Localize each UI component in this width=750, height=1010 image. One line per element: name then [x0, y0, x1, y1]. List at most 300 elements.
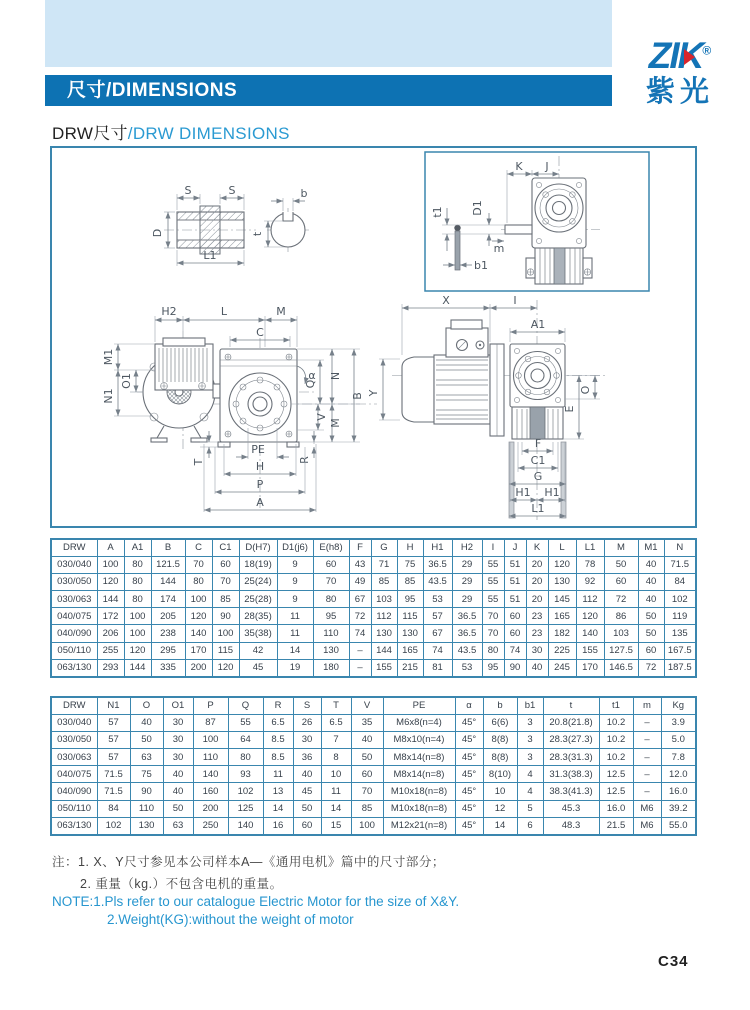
table-cell: 45°	[455, 766, 483, 783]
table-cell: M8x14(n=8)	[383, 766, 455, 783]
table-cell: 30	[163, 731, 193, 748]
table-cell: M8x14(n=8)	[383, 749, 455, 766]
table-cell: 103	[371, 591, 397, 608]
table-cell: 11	[263, 766, 293, 783]
table-cell: 95	[397, 591, 423, 608]
table-cell: 53	[452, 659, 482, 676]
table-cell: 063/130	[51, 817, 97, 834]
table-cell: 60	[604, 573, 638, 590]
table-cell: 30	[163, 749, 193, 766]
table-cell: 145	[548, 591, 576, 608]
table-cell: –	[633, 749, 661, 766]
table-cell: 18(19)	[239, 556, 277, 573]
column-header: PE	[383, 697, 455, 714]
table-cell: M6	[633, 800, 661, 817]
column-header: b	[483, 697, 517, 714]
note-en-1: NOTE:1.Pls refer to our catalogue Electric Motor for the size of X&Y.	[52, 894, 460, 909]
table-cell: 72	[349, 608, 371, 625]
dim-label-pe: PE	[251, 443, 265, 456]
table-cell: 84	[664, 573, 696, 590]
column-header: H1	[423, 539, 452, 556]
table-cell: 74	[423, 642, 452, 659]
table-cell: 335	[151, 659, 185, 676]
dim-label-l1: L1	[203, 249, 217, 262]
column-header: DRW	[51, 539, 97, 556]
table-cell: 87	[193, 714, 228, 731]
table-cell: 81	[423, 659, 452, 676]
table-cell: 030/040	[51, 714, 97, 731]
table-row	[51, 642, 696, 659]
table-cell: 146.5	[604, 659, 638, 676]
table-cell: 140	[576, 625, 604, 642]
dim-label-c1: C1	[530, 454, 546, 467]
table-cell: 200	[193, 800, 228, 817]
table-cell: 21.5	[599, 817, 633, 834]
dim-label-m-right: M	[329, 418, 342, 428]
table-cell: 80	[124, 591, 151, 608]
table-cell: 135	[664, 625, 696, 642]
table-cell: 11	[277, 625, 313, 642]
table-cell: 7.8	[661, 749, 696, 766]
column-header: O	[130, 697, 163, 714]
table-cell: –	[633, 714, 661, 731]
table-cell: 155	[371, 659, 397, 676]
dim-label-f: F	[534, 437, 542, 450]
input-shaft-view-drawing	[425, 152, 649, 291]
table-cell: 70	[313, 573, 349, 590]
table-cell: 86	[604, 608, 638, 625]
table-cell: 100	[124, 608, 151, 625]
table-cell: 167.5	[664, 642, 696, 659]
column-header: t1	[599, 697, 633, 714]
table-cell: 4	[517, 766, 543, 783]
table-cell: 040/075	[51, 766, 97, 783]
table-cell: 60	[504, 625, 526, 642]
table-cell: 12	[483, 800, 517, 817]
table-cell: 50	[130, 731, 163, 748]
table-row	[51, 731, 696, 748]
table-cell: 90	[130, 783, 163, 800]
table-cell: 120	[576, 608, 604, 625]
table-cell: 4	[517, 783, 543, 800]
table-cell: 45°	[455, 817, 483, 834]
table-cell: 92	[576, 573, 604, 590]
table-cell: 140	[185, 625, 212, 642]
column-header: D1(j6)	[277, 539, 313, 556]
table-cell: 36.5	[423, 556, 452, 573]
table-row	[51, 817, 696, 834]
table-cell: 100	[193, 731, 228, 748]
table-cell: 125	[228, 800, 263, 817]
table-cell: 205	[151, 608, 185, 625]
dim-label-p: P	[256, 478, 264, 491]
table-cell: 36.5	[452, 608, 482, 625]
table-cell: 60	[351, 766, 383, 783]
table-cell: 23	[526, 608, 548, 625]
dim-label-d1: D1	[471, 200, 484, 216]
table-cell: 80	[482, 642, 504, 659]
table-cell: 28.3(27.3)	[543, 731, 599, 748]
dim-label-t-side: T	[192, 458, 205, 466]
column-header: m	[633, 697, 661, 714]
table-cell: 14	[263, 800, 293, 817]
table-cell: 43.5	[452, 642, 482, 659]
table-cell: 60	[212, 556, 239, 573]
dim-label-y: Y	[367, 389, 380, 397]
table-cell: 57	[97, 749, 130, 766]
table-cell: 67	[349, 591, 371, 608]
table-cell: 90	[504, 659, 526, 676]
table-cell: 120	[124, 642, 151, 659]
table-cell: 71.5	[664, 556, 696, 573]
table-cell: 50	[163, 800, 193, 817]
table-cell: 030/050	[51, 573, 97, 590]
column-header: F	[349, 539, 371, 556]
column-header: L1	[576, 539, 604, 556]
table-cell: 10.2	[599, 731, 633, 748]
table-cell: 40	[351, 731, 383, 748]
dim-label-h: H	[255, 460, 265, 473]
column-header: b1	[517, 697, 543, 714]
table-cell: 85	[371, 573, 397, 590]
table-cell: 50	[351, 749, 383, 766]
dim-label-n: N	[329, 371, 342, 381]
dim-label-t1: t1	[431, 206, 444, 218]
table-cell: 85	[397, 573, 423, 590]
table-cell: 100	[97, 556, 124, 573]
table-cell: 31.3(38.3)	[543, 766, 599, 783]
table-row	[51, 625, 696, 642]
table-cell: 49	[349, 573, 371, 590]
table-cell: 3	[517, 714, 543, 731]
dim-label-a: A	[256, 496, 264, 509]
table-cell: –	[633, 766, 661, 783]
table-cell: 57	[97, 714, 130, 731]
table-cell: 8(10)	[483, 766, 517, 783]
dim-label-o-cap: O	[579, 385, 592, 395]
table-cell: M6x8(n=4)	[383, 714, 455, 731]
column-header: I	[482, 539, 504, 556]
table-cell: 35	[351, 714, 383, 731]
table-cell: 103	[604, 625, 638, 642]
dim-label-b: b	[300, 187, 308, 200]
dim-label-m1: M1	[102, 348, 115, 366]
table-cell: 16	[263, 817, 293, 834]
table-cell: 40	[163, 766, 193, 783]
technical-drawings	[52, 148, 695, 526]
table-cell: 130	[371, 625, 397, 642]
table-cell: 50	[604, 556, 638, 573]
page-subtitle	[52, 119, 290, 144]
table-cell: 40	[163, 783, 193, 800]
table-cell: 45°	[455, 749, 483, 766]
dim-label-b-cap: B	[351, 392, 364, 400]
table-cell: –	[633, 783, 661, 800]
table-cell: 84	[97, 800, 130, 817]
header-row	[51, 539, 696, 556]
table-cell: 180	[313, 659, 349, 676]
table-cell: 45°	[455, 731, 483, 748]
table-cell: 74	[504, 642, 526, 659]
table-cell: 040/090	[51, 625, 97, 642]
dim-label-d: D	[151, 228, 164, 238]
table-cell: 30	[293, 731, 321, 748]
header-light-band	[45, 0, 612, 67]
table-cell: 29	[452, 556, 482, 573]
table-row	[51, 766, 696, 783]
column-header: C	[185, 539, 212, 556]
table-cell: 78	[576, 556, 604, 573]
dim-label-e: E	[563, 405, 576, 413]
table-cell: 16.0	[661, 783, 696, 800]
table-cell: 80	[124, 556, 151, 573]
table-cell: 30	[163, 714, 193, 731]
table-cell: 160	[193, 783, 228, 800]
table-cell: –	[349, 642, 371, 659]
table-cell: 95	[313, 608, 349, 625]
table-cell: 130	[313, 642, 349, 659]
subtitle-en: /DRW DIMENSIONS	[127, 124, 290, 143]
dim-label-h2: H2	[161, 305, 177, 318]
table-cell: 144	[124, 659, 151, 676]
column-header: A	[97, 539, 124, 556]
table-cell: 20	[526, 591, 548, 608]
column-header: Kg	[661, 697, 696, 714]
table-cell: 100	[124, 625, 151, 642]
table-cell: 3	[517, 731, 543, 748]
table-cell: 51	[504, 573, 526, 590]
table-cell: 13	[263, 783, 293, 800]
column-header: S	[293, 697, 321, 714]
column-header: L	[548, 539, 576, 556]
dim-label-l1-assembly: L1	[531, 502, 545, 515]
table-cell: 112	[371, 608, 397, 625]
dim-label-k: K	[515, 160, 523, 173]
table-cell: 64	[228, 731, 263, 748]
logo-text: ZIK	[648, 35, 703, 76]
column-header: O1	[163, 697, 193, 714]
column-header: H	[397, 539, 423, 556]
table-cell: 030/063	[51, 591, 97, 608]
dim-label-alpha: α	[308, 369, 316, 382]
drawing-panel	[50, 146, 697, 528]
table-cell: 55	[482, 573, 504, 590]
table-cell: 11	[321, 783, 351, 800]
table-cell: 15	[321, 817, 351, 834]
table-cell: 30	[526, 642, 548, 659]
table-cell: 43.5	[423, 573, 452, 590]
table-cell: 100	[351, 817, 383, 834]
table-cell: 8(8)	[483, 749, 517, 766]
dim-label-l: L	[220, 305, 228, 318]
table-cell: 40	[638, 591, 664, 608]
table-cell: 55	[482, 591, 504, 608]
table-cell: 70	[482, 625, 504, 642]
table-cell: 40	[130, 714, 163, 731]
table-cell: 95	[482, 659, 504, 676]
table-cell: 140	[193, 766, 228, 783]
dimensions-table-1	[50, 538, 697, 678]
table-cell: 45.3	[543, 800, 599, 817]
table-cell: 20.8(21.8)	[543, 714, 599, 731]
table-cell: 40	[638, 556, 664, 573]
table-cell: 5.0	[661, 731, 696, 748]
table-cell: 9	[277, 573, 313, 590]
note-cn-2: 2. 重量（kg.）不包含电机的重量。	[80, 877, 283, 891]
column-header: P	[193, 697, 228, 714]
dim-label-b1: b1	[474, 259, 488, 272]
table-cell: 70	[351, 783, 383, 800]
table-cell: 030/063	[51, 749, 97, 766]
table-cell: 45	[239, 659, 277, 676]
table-row	[51, 608, 696, 625]
table-cell: 93	[228, 766, 263, 783]
column-header: Q	[228, 697, 263, 714]
header-row	[51, 697, 696, 714]
table-cell: 110	[313, 625, 349, 642]
table-cell: 110	[193, 749, 228, 766]
section-title: 尺寸/DIMENSIONS	[67, 80, 238, 101]
column-header: J	[504, 539, 526, 556]
table-cell: 70	[482, 608, 504, 625]
table-cell: 40	[638, 573, 664, 590]
dim-label-i: I	[513, 294, 517, 307]
dim-label-c: C	[256, 326, 264, 339]
table-cell: 206	[97, 625, 124, 642]
note-cn-1: 注：1. X、Y尺寸参见本公司样本A—《通用电机》篇中的尺寸部分；	[52, 855, 445, 869]
table-cell: 50	[638, 608, 664, 625]
table-cell: 80	[185, 573, 212, 590]
table-cell: 60	[504, 608, 526, 625]
table-cell: 16.0	[599, 800, 633, 817]
logo-wordmark	[649, 36, 711, 77]
table-cell: 80	[313, 591, 349, 608]
subtitle-cn: DRW尺寸	[52, 124, 128, 143]
table-cell: M6	[633, 817, 661, 834]
table-cell: 67	[423, 625, 452, 642]
table-cell: 172	[97, 608, 124, 625]
table-cell: M8x10(n=4)	[383, 731, 455, 748]
table-cell: 050/110	[51, 800, 97, 817]
logo-chinese: 紫光	[645, 75, 714, 108]
table-cell: M12x21(n=8)	[383, 817, 455, 834]
table-cell: 120	[212, 659, 239, 676]
table-cell: 80	[228, 749, 263, 766]
table-cell: 063/130	[51, 659, 97, 676]
table-cell: 29	[452, 591, 482, 608]
table-cell: 10	[321, 766, 351, 783]
table-cell: 030/040	[51, 556, 97, 573]
table-cell: 130	[548, 573, 576, 590]
table-cell: 51	[504, 591, 526, 608]
table-cell: 75	[130, 766, 163, 783]
table-cell: M10x18(n=8)	[383, 783, 455, 800]
table-cell: 10.2	[599, 714, 633, 731]
column-header: α	[455, 697, 483, 714]
table-cell: 155	[576, 642, 604, 659]
table-cell: 102	[664, 591, 696, 608]
table-cell: 102	[97, 817, 130, 834]
table-cell: 70	[185, 556, 212, 573]
table-cell: 11	[277, 608, 313, 625]
table-cell: 110	[130, 800, 163, 817]
table-cell: 38.3(41.3)	[543, 783, 599, 800]
table-cell: 53	[423, 591, 452, 608]
table-cell: 20	[526, 556, 548, 573]
table-cell: 28(35)	[239, 608, 277, 625]
table-cell: 26	[293, 714, 321, 731]
column-header: DRW	[51, 697, 97, 714]
column-header: E(h8)	[313, 539, 349, 556]
table-cell: 40	[293, 766, 321, 783]
table-cell: 295	[151, 642, 185, 659]
table-cell: 71.5	[97, 783, 130, 800]
table-cell: 255	[97, 642, 124, 659]
table-cell: 74	[349, 625, 371, 642]
table-cell: 3	[517, 749, 543, 766]
table-cell: 10.2	[599, 749, 633, 766]
table-cell: 6.5	[263, 714, 293, 731]
dim-label-a1: A1	[530, 318, 546, 331]
table-cell: 5	[517, 800, 543, 817]
table-cell: 42	[239, 642, 277, 659]
dimensions-table-2	[50, 696, 697, 836]
table-cell: 55	[482, 556, 504, 573]
table-cell: 80	[124, 573, 151, 590]
table-cell: 48.3	[543, 817, 599, 834]
dim-label-q: Q	[304, 379, 317, 389]
table-cell: 182	[548, 625, 576, 642]
table-cell: –	[349, 659, 371, 676]
table-cell: 6.5	[321, 714, 351, 731]
table-cell: 170	[185, 642, 212, 659]
table-cell: 245	[548, 659, 576, 676]
dim-label-h1-left: H1	[515, 486, 531, 499]
table-cell: M10x18(n=8)	[383, 800, 455, 817]
table-cell: 165	[548, 608, 576, 625]
dim-label-n1: N1	[102, 388, 115, 404]
table-cell: 215	[397, 659, 423, 676]
table-cell: 55.0	[661, 817, 696, 834]
table-cell: 36	[293, 749, 321, 766]
table-cell: 3.9	[661, 714, 696, 731]
dim-label-m-top: M	[276, 305, 286, 318]
table-cell: 6	[517, 817, 543, 834]
table-cell: 72	[638, 659, 664, 676]
table-cell: 127.5	[604, 642, 638, 659]
column-header: A1	[124, 539, 151, 556]
table-cell: 115	[397, 608, 423, 625]
table-cell: 45°	[455, 714, 483, 731]
table-cell: 130	[397, 625, 423, 642]
table-cell: 165	[397, 642, 423, 659]
shaft-section-drawing	[151, 184, 256, 266]
column-header: H2	[452, 539, 482, 556]
table-cell: 250	[193, 817, 228, 834]
table-cell: 144	[97, 591, 124, 608]
table-cell: 60	[313, 556, 349, 573]
table-cell: 8.5	[263, 731, 293, 748]
table-cell: 25(28)	[239, 591, 277, 608]
table-cell: 20	[526, 573, 548, 590]
table-cell: 040/090	[51, 783, 97, 800]
section-title-bar	[45, 75, 612, 106]
table-cell: 040/075	[51, 608, 97, 625]
dim-label-t: t	[251, 231, 264, 237]
table-row	[51, 800, 696, 817]
column-header: V	[351, 697, 383, 714]
table-cell: 14	[277, 642, 313, 659]
